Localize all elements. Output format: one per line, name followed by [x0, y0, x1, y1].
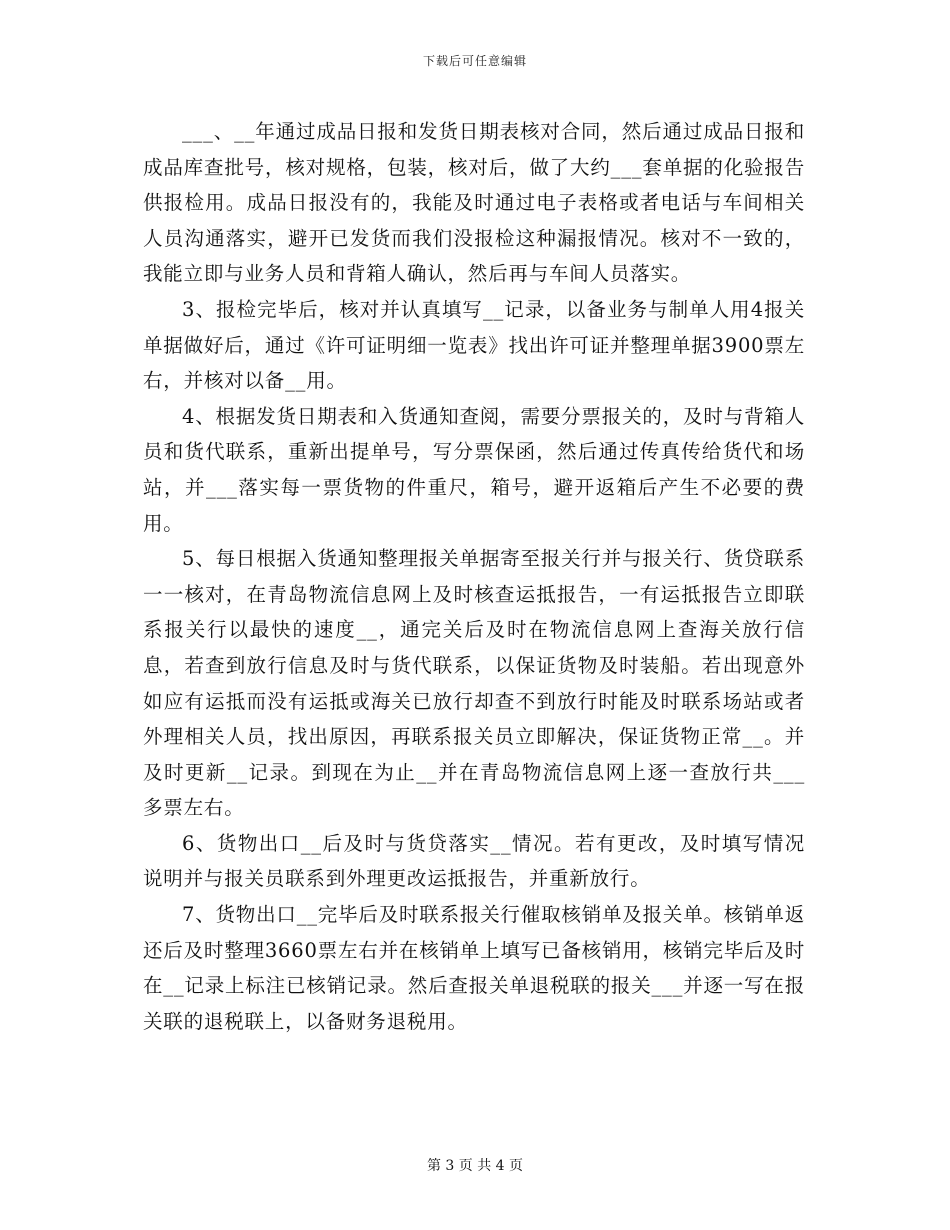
- paragraph-4: 5、每日根据入货通知整理报关单据寄至报关行并与报关行、货贷联系一一核对，在青岛物流信息网上及时核查运抵报告，一有运抵报告立即联系报关行以最快的速度__，通完关后及时在物流信息网上查海关放行信息，若查到放行信息及时与货代联系，以保证货物及时装船。若出现意外如应有运抵而没有运抵或海关已放行却查不到放行时能及时联系场站或者外理相关人员，找出原因，再联系报关员立即解决，保证货物正常__。并及时更新__记录。到现在为止__并在青岛物流信息网上逐一查放行共___多票左右。: [143, 547, 805, 820]
- paragraph-1: ___、__年通过成品日报和发货日期表核对合同，然后通过成品日报和成品库查批号，核对规格，包装，核对后，做了大约___套单据的化验报告供报检用。成品日报没有的，我能及时通过电子表格或者电话与车间相关人员沟通落实，避开已发货而我们没报检这种漏报情况。核对不一致的，我能立即与业务人员和背箱人确认，然后再与车间人员落实。: [143, 120, 805, 286]
- paragraph-3: 4、根据发货日期表和入货通知查阅，需要分票报关的，及时与背箱人员和货代联系，重新出提单号，写分票保函，然后通过传真传给货代和场站，并___落实每一票货物的件重尺，箱号，避开返箱后产生不必要的费用。: [143, 404, 805, 535]
- document-body: [143, 114, 805, 1039]
- paragraph-6: 7、货物出口__完毕后及时联系报关行催取核销单及报关单。核销单返还后及时整理3660票左右并在核销单上填写已备核销用，核销完毕后及时在__记录上标注已核销记录。然后查报关单退税联的报关___并逐一写在报关联的退税联上，以备财务退税用。: [143, 903, 806, 1033]
- page-footer: 第 3 页 共 4 页: [426, 1158, 524, 1174]
- paragraph-2: 3、报检完毕后，核对并认真填写__记录，以备业务与制单人用4报关单据做好后，通过《许可证明细一览表》找出许可证并整理单据3900票左右，并核对以备__用。: [143, 297, 805, 393]
- paragraph-5: 6、货物出口__后及时与货贷落实__情况。若有更改，及时填写情况说明并与报关员联系到外理更改运抵报告，并重新放行。: [143, 831, 805, 891]
- page-header: 下载后可任意编辑: [422, 54, 527, 68]
